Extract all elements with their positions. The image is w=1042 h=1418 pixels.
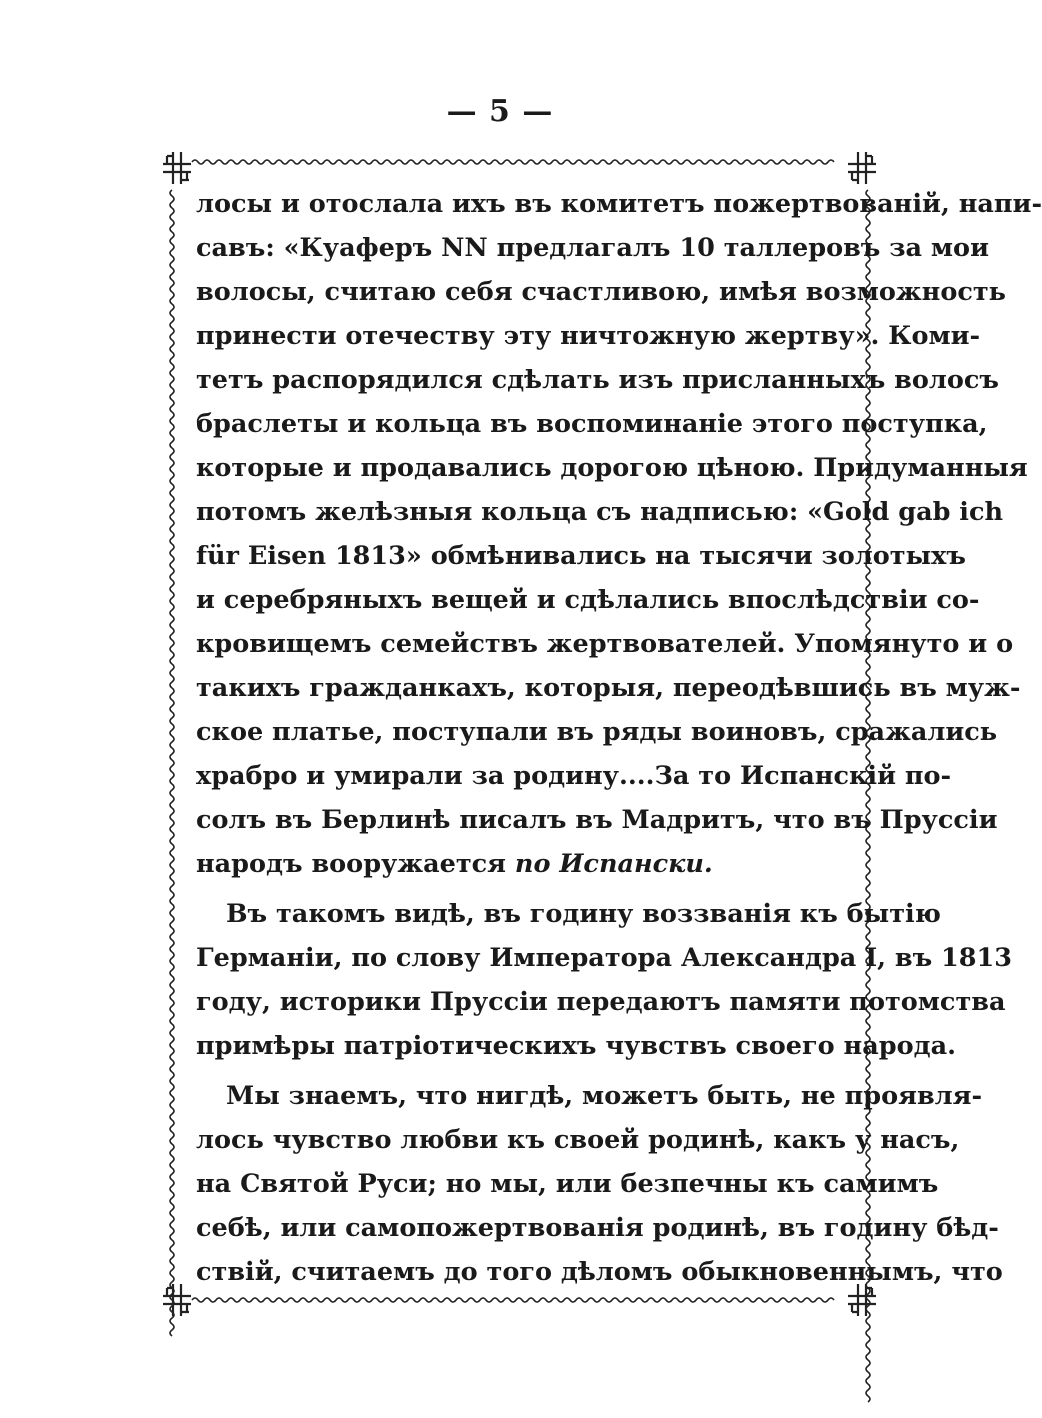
text-line: ское платье, поступали въ ряды воиновъ, сражались — [196, 717, 998, 747]
paragraph-3-line: себѣ, или самопожертвованія родинѣ, въ годину бѣд- — [196, 1213, 999, 1243]
text-line: кровищемъ семействъ жертвователей. Упомянуто и о — [196, 629, 1014, 659]
text-line: лосы и отослала ихъ въ комитетъ пожертвованій, напи- — [196, 189, 1042, 219]
text-line: für Eisen 1813» обмѣнивались на тысячи золотыхъ — [196, 541, 966, 571]
text-line: принести отечеству эту ничтожную жертву». Коми- — [196, 321, 981, 351]
paragraph-3-line: ствій, считаемъ до того дѣломъ обыкновеннымъ, что — [196, 1257, 1003, 1287]
border-top — [192, 160, 834, 164]
text-line: такихъ гражданкахъ, которыя, переодѣвшись въ муж- — [196, 673, 1021, 703]
text-line: которые и продавались дорогою цѣною. Придуманныя — [196, 453, 1028, 483]
paragraph-2-line: году, историки Пруссіи передаютъ памяти потомства — [196, 987, 1006, 1017]
corner-ornament-top-left — [163, 152, 191, 184]
paragraph-3-line: на Святой Руси; но мы, или безпечны къ самимъ — [196, 1169, 939, 1199]
text-line — [196, 842, 844, 886]
paragraph-2-line: примѣры патріотическихъ чувствъ своего народа. — [196, 1031, 956, 1061]
paragraph-2-line: Германіи, по слову Императора Александра I, въ 1813 — [196, 943, 1012, 973]
text-line: тетъ распорядился сдѣлать изъ присланныхъ волосъ — [196, 365, 999, 395]
paragraph-3-line: Мы знаемъ, что нигдѣ, можетъ быть, не проявля- — [226, 1081, 983, 1111]
text-line: браслеты и кольца въ воспоминаніе этого поступка, — [196, 409, 988, 439]
text-line: савъ: «Куаферъ NN предлагалъ 10 таллеровъ за мои — [196, 233, 989, 263]
border-bottom — [192, 1298, 834, 1302]
corner-ornament-bottom-right — [848, 1284, 876, 1316]
text-line: волосы, считаю себя счастливою, имѣя возможность — [196, 277, 1006, 307]
corner-ornament-bottom-left — [163, 1284, 191, 1316]
paragraph-3-line: лось чувство любви къ своей родинѣ, какъ у насъ, — [196, 1125, 960, 1155]
page-number: — 5 — — [446, 94, 554, 129]
text-line: храбро и умирали за родину....За то Испанскій по- — [196, 761, 952, 791]
text-italic: по Испански. — [514, 849, 713, 879]
corner-ornament-top-right — [848, 152, 876, 184]
text-normal: народъ вооружается — [196, 849, 507, 879]
text-line: солъ въ Берлинѣ писалъ въ Мадритъ, что въ Пруссіи — [196, 805, 998, 835]
text-line: и серебряныхъ вещей и сдѣлались впослѣдствіи со- — [196, 585, 980, 615]
paragraph-2-line: Въ такомъ видѣ, въ годину воззванія къ бытію — [226, 899, 941, 929]
border-left — [170, 190, 174, 1336]
text-line: потомъ желѣзныя кольца съ надписью: «Gold gab ich — [196, 497, 1004, 527]
